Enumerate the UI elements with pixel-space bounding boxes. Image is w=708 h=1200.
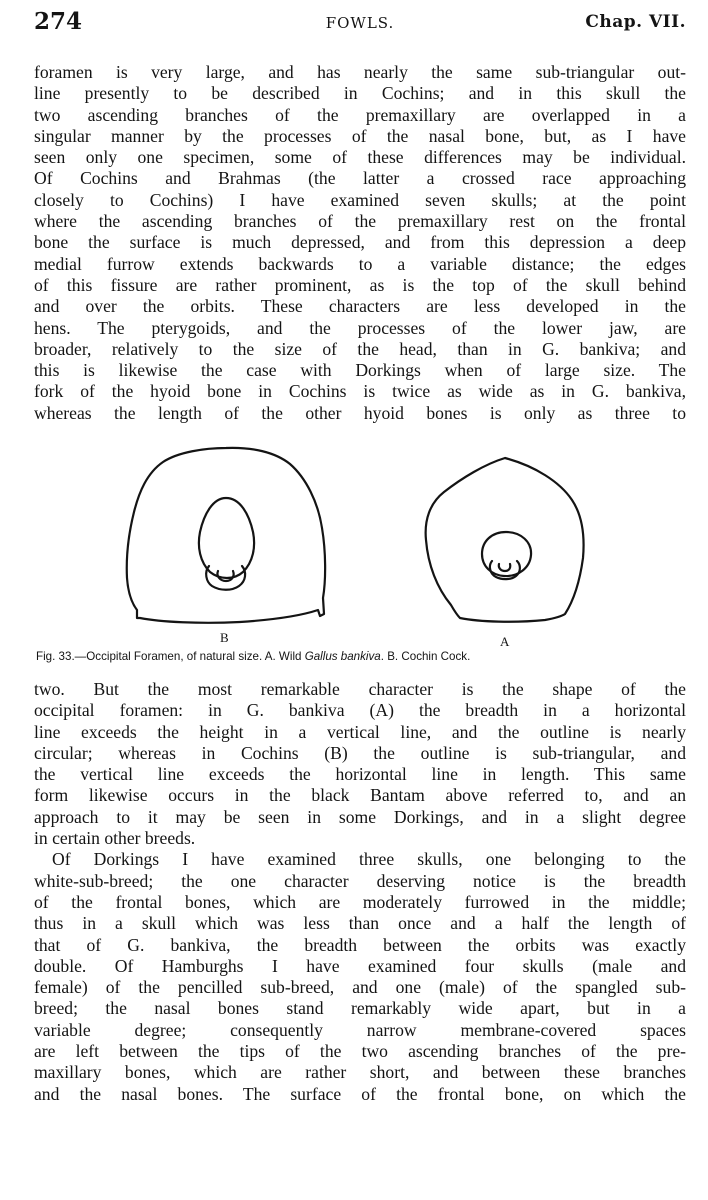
text-line: and over the orbits. These characters are less developed in the: [34, 296, 686, 317]
text-line: hens. The pterygoids, and the processes of the lower jaw, are: [34, 317, 686, 338]
label-b: B: [220, 630, 229, 645]
chapter-label: Chap. VII.: [585, 12, 686, 32]
text-line: fork of the hyoid bone in Cochins is twice as wide as in G. bankiva,: [34, 381, 686, 402]
label-a: A: [500, 634, 510, 649]
text-line: and the nasal bones. The surface of the frontal bone, on which the: [34, 1083, 686, 1104]
running-header: [34, 8, 686, 42]
text-line: that of G. bankiva, the breadth between the orbits was exactly: [34, 934, 686, 955]
text-line: seen only one specimen, some of these differences may be individual.: [34, 147, 686, 168]
text-line: bone the surface is much depressed, and from this depression a deep: [34, 232, 686, 253]
figure-caption: [36, 650, 678, 663]
text-line: maxillary bones, which are rather short, and between these branches: [34, 1062, 686, 1083]
text-line: female) of the pencilled sub-breed, and one (male) of the spangled sub-: [34, 977, 686, 998]
text-line: breed; the nasal bones stand remarkably wide apart, but in a: [34, 998, 686, 1019]
text-line: line exceeds the height in a vertical line, and the outline is nearly: [34, 721, 686, 742]
text-line: Of Cochins and Brahmas (the latter a crossed race approaching: [34, 168, 686, 189]
text-line: thus in a skull which was less than once and a half the length of: [34, 913, 686, 934]
body-text-lower: [34, 679, 686, 1105]
caption-species: Gallus bankiva: [304, 650, 381, 663]
text-line: double. Of Hamburghs I have examined four skulls (male and: [34, 955, 686, 976]
page-number: 274: [34, 8, 83, 35]
text-line: approach to it may be seen in some Dorkings, and in a slight degree: [34, 806, 686, 827]
text-line: occipital foramen: in G. bankiva (A) the breadth in a horizontal: [34, 700, 686, 721]
caption-text-end: . B. Cochin Cock.: [380, 650, 471, 663]
text-line: of the frontal bones, which are moderately furrowed in the middle;: [34, 891, 686, 912]
text-line: this is likewise the case with Dorkings when of large size. The: [34, 360, 686, 381]
text-line: form likewise occurs in the black Bantam above referred to, and an: [34, 785, 686, 806]
text-line: are left between the tips of the two ascending branches of the pre-: [34, 1041, 686, 1062]
text-line: in certain other breeds.: [34, 828, 196, 849]
skull-a-outline: [426, 458, 584, 622]
skull-a-condyle-inner: [499, 564, 510, 571]
text-line: closely to Cochins) I have examined seven skulls; at the point: [34, 189, 686, 210]
text-line: two ascending branches of the premaxillary are overlapped in a: [34, 104, 686, 125]
skull-b-outline: [127, 448, 325, 623]
text-line: variable degree; consequently narrow membrane-covered spaces: [34, 1019, 686, 1040]
text-line: where the ascending branches of the premaxillary rest on the frontal: [34, 211, 686, 232]
figure-33: [0, 440, 708, 670]
text-line: two. But the most remarkable character is the shape of the: [34, 679, 686, 699]
text-line: line presently to be described in Cochins; and in this skull the: [34, 83, 686, 104]
text-line: the vertical line exceeds the horizontal line in length. This same: [34, 764, 686, 785]
text-line: Of Dorkings I have examined three skulls, one belonging to the: [52, 849, 686, 870]
caption-text: Fig. 33.—Occipital Foramen, of natural size. A. Wild: [36, 650, 305, 663]
text-line: singular manner by the processes of the nasal bone, but, as I have: [34, 125, 686, 146]
running-title: FOWLS.: [325, 14, 395, 32]
text-line: foramen is very large, and has nearly the same sub-triangular out-: [34, 62, 686, 82]
text-line: white-sub-breed; the one character deserving notice is the breadth: [34, 870, 686, 891]
text-line: broader, relatively to the size of the head, than in G. bankiva; and: [34, 338, 686, 359]
body-text-upper: [34, 62, 686, 424]
text-line: whereas the length of the other hyoid bones is only as three to: [34, 402, 686, 423]
text-line: circular; whereas in Cochins (B) the outline is sub-triangular, and: [34, 742, 686, 763]
occipital-foramen-drawing: [0, 440, 708, 650]
text-line: medial furrow extends backwards to a variable distance; the edges: [34, 253, 686, 274]
skull-b-foramen: [199, 498, 254, 578]
text-line: of this fissure are rather prominent, as is the top of the skull behind: [34, 274, 686, 295]
